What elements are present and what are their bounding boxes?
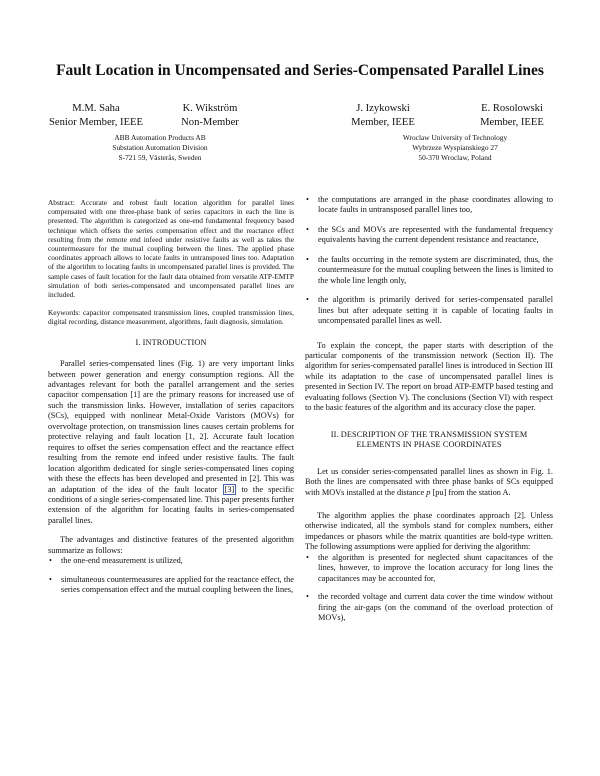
author-name: J. Izykowski <box>356 103 410 114</box>
author-block <box>46 102 146 130</box>
intro-paragraph: Parallel series-compensated lines (Fig. 1) are very important links between power generation and energy consumption regions. All the advantages relevant for both the parallel arrangement and the series capacitor compensation [1] are the primary reasons for increased use of such the transmission links. However, installation of series capacitors (SCs), equipped with nonlinear Metal-Oxide Varistors (MOVs) for overvoltage protection, on transmission lines causes certain problems for protective relaying and fault location [1, 2]. Accurate fault location requires to offset the series compensation effect and the reactance effect resulting from the remote end infeed under resistive faults. The fault location algorithm dedicated for single series-compensated lines coping with these the effects has been developed and presented in [2]. This was an adaptation of the idea of the fault locator [3] to the specific conditions of a single series-compensated line. This paper presents further extension of the algorithm for locating faults in series-compensated parallel lines. <box>48 359 294 525</box>
body-paragraph: Let us consider series-compensated parallel lines as shown in Fig. 1. Both the lines are compensated with three phase banks of SCs equipped with MOVs installed at the distance p [pu] from the station A. <box>305 466 553 497</box>
affiliation-line: Wroclaw University of Technology <box>402 133 508 142</box>
affiliation-line: ABB Automation Products AB <box>114 133 206 142</box>
list-item: • the recorded voltage and current data cover the time window without firing the air-gaps (on the command of the overload protection of MOVs), <box>305 592 553 623</box>
list-item: • the algorithm is primarily derived for series-compensated parallel lines but after adequate setting it is capable of locating faults in uncompensated parallel lines as well. <box>305 295 553 326</box>
author-name: E. Rosolowski <box>481 103 543 114</box>
list-item: • the SCs and MOVs are represented with the fundamental frequency equivalents having the current dependent resistance and reactance, <box>305 225 553 246</box>
feature-list <box>48 556 294 595</box>
section-heading: II. DESCRIPTION OF THE TRANSMISSION SYSTEM ELEMENTS IN PHASE COORDINATES <box>330 429 528 450</box>
author-block <box>160 102 260 130</box>
list-item: • the one-end measurement is utilized, <box>48 556 294 566</box>
body-paragraph: The algorithm applies the phase coordinates approach [2]. Unless otherwise indicated, all the symbols stand for complex numbers, either impedances or phasors while the matrix quantities are bold-type written. The following assumptions were applied for deriving the algorithm: <box>305 510 553 552</box>
affiliation-block <box>370 133 540 163</box>
body-paragraph: To explain the concept, the paper starts with description of the particular components of the transmission network (Section II). The algorithm for series-compensated parallel lines is introduced in Section III while its adaptation to the case of uncompensated parallel lines is presented in Section IV. The report on broad ATP-EMTP based testing and evaluating follows (Section V). The conclusions (Section VI) with respect to the basic features of the algorithm and its accuracy close the paper. <box>305 340 553 413</box>
author-name: K. Wikström <box>182 103 238 114</box>
author-role: Member, IEEE <box>351 117 415 128</box>
author-block <box>333 102 433 130</box>
affiliation-block <box>80 133 240 163</box>
list-item: • the computations are arranged in the phase coordinates allowing to locate faults in untransposed parallel lines too, <box>305 195 553 216</box>
assumption-list <box>305 553 553 624</box>
abstract: Abstract: Accurate and robust fault location algorithm for parallel lines compensated with one three-phase bank of series capacitors in each the line is presented. The algorithm is categorized as one-end fundamental frequency based technique which offsets the series compensation effect and the reactance effect resulting from the remote end infeed under resistive faults as well as takes the countermeasure for the mutual coupling between the lines. The applied phase coordinates approach allows to locate faults in untransposed lines too. Adaptation of the algorithm to locating faults in uncompensated parallel lines is provided. The sample cases of fault location for the fault data obtained from versatile ATP-EMTP simulation of both series-compensated and uncompensated parallel lines are included. <box>48 198 294 300</box>
author-name: M.M. Saha <box>72 103 120 114</box>
list-item: • the algorithm is presented for neglected shunt capacitances of the lines, however, to improve the location accuracy for long lines the capacitances may be accounted for, <box>305 553 553 584</box>
author-block <box>457 102 567 130</box>
affiliation-line: Wybrzeze Wyspianskiego 27 <box>412 143 498 152</box>
author-role: Non-Member <box>181 117 239 128</box>
right-column <box>305 195 553 633</box>
list-item: • the faults occurring in the remote system are discriminated, thus, the countermeasure for the mutual coupling between the lines is limited to the whole line length only, <box>305 255 553 286</box>
citation-link[interactable]: [3] <box>224 484 235 494</box>
list-item: • simultaneous countermeasures are applied for the reactance effect, the series compensation effect and the mutual coupling between the lines, <box>48 575 294 596</box>
feature-list <box>305 195 553 327</box>
affiliation-line: 50-370 Wroclaw, Poland <box>418 153 492 162</box>
intro-paragraph: The advantages and distinctive features of the presented algorithm summarize as follows: <box>48 535 294 555</box>
author-role: Member, IEEE <box>480 117 544 128</box>
author-role: Senior Member, IEEE <box>48 117 143 128</box>
section-heading: I. INTRODUCTION <box>135 337 207 347</box>
left-column <box>48 198 294 605</box>
keywords: Keywords: capacitor compensated transmission lines, coupled transmission lines, digital recording, distance measurement, algorithms, fault diagnosis, simulation. <box>48 308 294 327</box>
affiliation-line: S-721 59, Västerås, Sweden <box>118 153 202 162</box>
affiliation-line: Substation Automation Division <box>112 143 208 152</box>
paper-title: Fault Location in Uncompensated and Series-Compensated Parallel Lines <box>56 62 544 79</box>
